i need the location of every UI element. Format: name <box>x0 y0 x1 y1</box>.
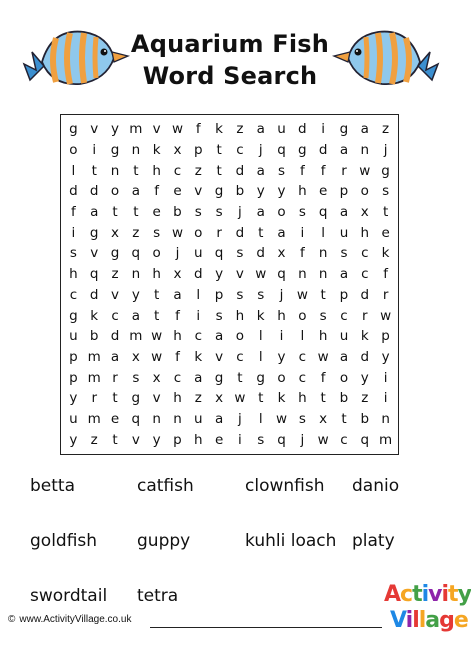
grid-letter: k <box>90 307 99 324</box>
grid-letter: y <box>69 431 78 448</box>
grid-letter: s <box>257 431 265 448</box>
grid-letter: y <box>381 348 390 365</box>
logo-letter: t <box>448 582 458 607</box>
grid-letter: a <box>339 348 349 365</box>
grid-letter: z <box>361 390 369 407</box>
grid-letter: o <box>360 183 369 200</box>
grid-letter: z <box>132 224 140 241</box>
grid-letter: t <box>258 224 264 241</box>
grid-letter: t <box>320 390 326 407</box>
logo-letter: e <box>453 608 468 633</box>
grid-letter: t <box>216 162 222 179</box>
grid-letter: j <box>258 142 263 159</box>
grid-letter: s <box>340 245 348 262</box>
word-item: guppy <box>137 531 191 551</box>
grid-letter: t <box>112 204 118 221</box>
grid-letter: j <box>175 245 180 262</box>
grid-letter: g <box>131 390 141 407</box>
grid-letter: q <box>214 245 224 262</box>
logo-letter: A <box>384 582 401 607</box>
grid-letter: b <box>89 328 99 345</box>
grid-letter: g <box>214 183 224 200</box>
grid-letter: o <box>152 245 161 262</box>
grid-letter: y <box>152 431 161 448</box>
grid-letter: v <box>90 245 99 262</box>
grid-letter: l <box>258 410 263 427</box>
grid-letter: j <box>279 286 284 303</box>
grid-letter: c <box>111 307 119 324</box>
title-line-2: Word Search <box>142 62 318 90</box>
grid-letter: c <box>69 286 78 303</box>
grid-letter: s <box>153 224 161 241</box>
grid-letter: a <box>256 204 265 221</box>
grid-letter: v <box>131 431 140 448</box>
grid-letter: q <box>89 266 99 283</box>
grid-letter: a <box>214 410 224 427</box>
grid-letter: f <box>71 204 76 221</box>
grid-letter: w <box>171 224 183 241</box>
grid-letter: k <box>215 121 223 138</box>
grid-letter: q <box>277 142 286 159</box>
grid-letter: b <box>339 390 349 407</box>
grid-letter: r <box>382 286 389 303</box>
grid-letter: t <box>320 286 326 303</box>
grid-letter: s <box>194 204 202 221</box>
grid-letter: n <box>318 266 328 283</box>
grid-letter: h <box>69 266 78 283</box>
grid-letter: e <box>152 204 161 221</box>
grid-letter: a <box>339 142 349 159</box>
grid-letter: a <box>131 183 140 200</box>
grid-letter: d <box>256 245 265 262</box>
grid-letter: l <box>258 328 263 345</box>
grid-letter: c <box>236 142 244 159</box>
grid-letter: c <box>236 348 244 365</box>
grid-letter: k <box>381 245 390 262</box>
grid-letter: d <box>110 328 120 345</box>
grid-letter: k <box>194 348 203 365</box>
grid-letter: v <box>235 266 244 283</box>
grid-letter: s <box>132 369 140 386</box>
grid-letter: h <box>298 390 307 407</box>
grid-letter: f <box>383 266 388 283</box>
grid-letter: m <box>379 431 393 448</box>
grid-letter: j <box>383 142 388 159</box>
grid-letter: g <box>110 142 120 159</box>
footer-divider <box>150 627 382 628</box>
logo-letter: V <box>390 608 406 633</box>
grid-letter: p <box>173 431 182 448</box>
grid-letter: q <box>277 431 286 448</box>
butterfly-fish-right-icon <box>330 22 440 92</box>
grid-letter: h <box>173 390 182 407</box>
grid-letter: a <box>277 224 286 241</box>
grid-letter: n <box>173 410 182 427</box>
grid-letter: n <box>131 142 141 159</box>
grid-letter: g <box>339 121 349 138</box>
grid-letter: n <box>360 142 370 159</box>
grid-letter: y <box>256 183 265 200</box>
grid-letter: l <box>321 224 326 241</box>
grid-letter: x <box>319 410 328 427</box>
grid-letter: h <box>298 183 307 200</box>
grid-letter: q <box>318 204 328 221</box>
grid-letter: i <box>238 431 242 448</box>
grid-letter: s <box>298 410 306 427</box>
logo-letter: y <box>457 582 471 607</box>
grid-letter: e <box>319 183 328 200</box>
grid-letter: z <box>90 431 98 448</box>
grid-letter: c <box>340 307 348 324</box>
grid-letter: i <box>383 369 388 386</box>
grid-letter: g <box>381 162 390 179</box>
copyright <box>8 614 131 625</box>
word-item: catfish <box>137 476 194 496</box>
grid-letter: e <box>173 183 182 200</box>
word-search-grid <box>60 114 399 455</box>
logo-letter: a <box>425 608 440 633</box>
grid-letter: e <box>381 224 390 241</box>
grid-letter: c <box>298 348 307 365</box>
logo-letter: i <box>405 608 413 633</box>
word-item: goldfish <box>30 531 98 551</box>
grid-letter: w <box>380 307 392 324</box>
grid-letter: g <box>298 142 307 159</box>
grid-letter: t <box>112 390 118 407</box>
grid-letter: j <box>238 410 242 427</box>
grid-letter: d <box>89 286 99 303</box>
grid-letter: m <box>87 410 101 427</box>
grid-letter: d <box>318 142 328 159</box>
grid-letter: z <box>194 162 202 179</box>
grid-letter: t <box>133 204 139 221</box>
logo-letter: t <box>412 582 422 607</box>
grid-letter: n <box>318 245 328 262</box>
grid-letter: f <box>299 245 305 262</box>
grid-letter: u <box>69 410 78 427</box>
grid-letter: t <box>91 162 97 179</box>
grid-letter: t <box>382 204 389 221</box>
logo-letter: c <box>400 582 413 607</box>
grid-letter: w <box>296 286 308 303</box>
grid-letter: d <box>360 348 370 365</box>
grid-letter: q <box>131 410 141 427</box>
grid-letter: h <box>152 266 161 283</box>
grid-letter: r <box>341 162 347 179</box>
grid-letter: s <box>236 245 244 262</box>
grid-letter: w <box>317 431 329 448</box>
logo-line-2 <box>384 608 468 634</box>
grid-letter: f <box>175 348 180 365</box>
grid-letter: z <box>194 390 202 407</box>
grid-letter: c <box>194 328 202 345</box>
grid-letter: e <box>214 431 224 448</box>
grid-letter: i <box>300 224 305 241</box>
grid-letter: z <box>382 121 390 138</box>
grid-letter: p <box>339 286 349 303</box>
grid-letter: x <box>173 142 182 159</box>
grid-letter: i <box>383 390 388 407</box>
logo-letter: l <box>418 608 426 633</box>
grid-letter: s <box>69 245 77 262</box>
grid-letter: c <box>173 369 182 386</box>
grid-letter: c <box>298 369 307 386</box>
grid-letter: w <box>359 162 371 179</box>
grid-letter: k <box>152 142 161 159</box>
title-line-1: Aquarium Fish <box>130 30 330 58</box>
grid-letter: d <box>235 224 245 241</box>
grid-letter: s <box>215 204 223 221</box>
grid-letter: u <box>194 410 203 427</box>
grid-letter: t <box>258 390 264 407</box>
grid-letter: k <box>256 307 265 324</box>
grid-letter: s <box>382 183 390 200</box>
grid-letter: x <box>131 348 140 365</box>
grid-letter: t <box>154 286 160 303</box>
grid-letter: z <box>236 121 244 138</box>
grid-letter: y <box>131 286 140 303</box>
grid-letter: v <box>194 183 203 200</box>
grid-letter: a <box>110 348 120 365</box>
logo-letter: i <box>421 582 429 607</box>
grid-letter: x <box>152 369 161 386</box>
grid-letter: v <box>215 348 224 365</box>
grid-letter: a <box>339 204 349 221</box>
grid-letter: p <box>339 183 349 200</box>
grid-letter: w <box>276 410 288 427</box>
grid-letter: n <box>152 410 161 427</box>
grid-letter: h <box>235 307 245 324</box>
logo-letter: l <box>412 608 419 633</box>
grid-letter: q <box>360 431 370 448</box>
grid-letter: x <box>173 266 182 283</box>
grid-letter: o <box>235 328 245 345</box>
grid-letter: t <box>216 142 222 159</box>
grid-letter: y <box>360 369 369 386</box>
grid-letter: n <box>110 162 120 179</box>
grid-letter: d <box>193 266 203 283</box>
grid-letter: t <box>154 307 160 324</box>
grid-letter: x <box>277 245 286 262</box>
logo-line-1 <box>384 582 471 608</box>
grid-letter: g <box>110 245 120 262</box>
grid-letter: h <box>173 328 182 345</box>
grid-letter: j <box>238 204 242 221</box>
grid-letter: f <box>299 162 305 179</box>
grid-letter: v <box>152 390 161 407</box>
grid-letter: h <box>318 328 328 345</box>
grid-letter: w <box>151 328 163 345</box>
grid-letter: a <box>339 266 349 283</box>
grid-letter: i <box>321 121 326 138</box>
grid-letter: x <box>215 390 224 407</box>
grid-letter: n <box>298 266 307 283</box>
grid-letter: t <box>341 410 347 427</box>
grid-letter: x <box>111 224 120 241</box>
grid-letter: u <box>339 224 349 241</box>
grid-letter: m <box>87 369 101 386</box>
grid-letter: w <box>234 390 246 407</box>
copyright-symbol: © <box>8 614 16 625</box>
grid-letter: a <box>90 204 99 221</box>
grid-letter: a <box>131 307 140 324</box>
grid-letter: c <box>361 245 369 262</box>
grid-letter: p <box>214 286 224 303</box>
logo-letter: v <box>428 582 442 607</box>
grid-letter: a <box>173 286 182 303</box>
grid-letter: d <box>235 162 245 179</box>
grid-letter: j <box>300 431 305 448</box>
grid-letter: h <box>152 162 161 179</box>
grid-letter: l <box>300 328 305 345</box>
grid-letter: u <box>69 328 78 345</box>
grid-letter: f <box>154 183 160 200</box>
grid-letter: f <box>195 121 201 138</box>
grid-letter: k <box>360 328 369 345</box>
grid-letter: v <box>111 286 120 303</box>
grid-letter: b <box>173 204 182 221</box>
grid-letter: l <box>196 286 201 303</box>
grid-letter: g <box>89 224 99 241</box>
grid-letter: b <box>235 183 245 200</box>
grid-letter: w <box>151 348 163 365</box>
grid-letter: p <box>381 328 390 345</box>
grid-letter: d <box>69 183 78 200</box>
grid-letter: u <box>277 121 286 138</box>
word-item: danio <box>352 476 400 496</box>
grid-letter: r <box>216 224 222 241</box>
grid-letter: s <box>278 162 286 179</box>
grid-letter: s <box>236 286 244 303</box>
grid-letter: w <box>317 348 329 365</box>
grid-letter: c <box>173 162 182 179</box>
grid-letter: c <box>361 266 369 283</box>
grid-letter: u <box>194 245 203 262</box>
activity-village-logo <box>384 582 471 642</box>
grid-letter: y <box>111 121 120 138</box>
grid-letter: o <box>277 369 286 386</box>
grid-letter: a <box>194 369 203 386</box>
grid-letter: l <box>71 162 76 179</box>
grid-letter: v <box>90 121 99 138</box>
grid-letter: n <box>381 410 390 427</box>
grid-letter: a <box>256 121 265 138</box>
grid-letter: i <box>279 328 284 345</box>
logo-letter: g <box>439 608 454 633</box>
grid-letter: g <box>256 369 265 386</box>
grid-letter: z <box>111 266 119 283</box>
grid-letter: q <box>131 245 141 262</box>
word-item: platy <box>352 531 395 551</box>
butterfly-fish-left-icon <box>22 22 132 92</box>
word-item: swordtail <box>30 586 108 606</box>
grid-letter: t <box>237 369 243 386</box>
grid-letter: p <box>69 348 78 365</box>
grid-letter: h <box>277 307 286 324</box>
grid-letter: e <box>110 410 120 427</box>
grid-letter: h <box>194 431 203 448</box>
word-item: kuhli loach <box>245 531 337 551</box>
grid-letter: p <box>193 142 203 159</box>
grid-letter: a <box>214 328 224 345</box>
grid-letter: r <box>362 307 368 324</box>
word-item: betta <box>30 476 75 496</box>
grid-letter: q <box>277 266 286 283</box>
grid-letter: f <box>175 307 180 324</box>
grid-letter: n <box>131 266 141 283</box>
page-title <box>120 28 340 92</box>
grid-letter: y <box>277 183 286 200</box>
grid-letter: s <box>298 204 306 221</box>
grid-letter: m <box>87 348 101 365</box>
grid-letter: m <box>129 121 143 138</box>
grid-letter: m <box>129 328 143 345</box>
grid-letter: k <box>277 390 286 407</box>
grid-letter: c <box>340 431 348 448</box>
copyright-url: www.ActivityVillage.co.uk <box>19 614 132 625</box>
grid-letter: w <box>255 266 267 283</box>
grid-letter: y <box>215 266 224 283</box>
grid-letter: w <box>171 121 183 138</box>
grid-letter: g <box>69 121 78 138</box>
grid-letter: s <box>319 307 327 324</box>
grid-letter: a <box>256 162 265 179</box>
grid-letter: l <box>258 348 263 365</box>
grid-letter: t <box>133 162 139 179</box>
grid-letter: b <box>360 410 370 427</box>
grid-letter: x <box>360 204 369 221</box>
grid-letter: o <box>339 369 349 386</box>
word-item: clownfish <box>245 476 325 496</box>
grid-letter: v <box>152 121 161 138</box>
grid-letter: f <box>320 162 326 179</box>
grid-letter: f <box>320 369 326 386</box>
grid-letter: s <box>257 286 265 303</box>
grid-letter: i <box>71 224 76 241</box>
grid-letter: d <box>89 183 99 200</box>
grid-letter: g <box>69 307 78 324</box>
logo-letter: i <box>441 582 449 607</box>
grid-letter: g <box>214 369 224 386</box>
grid-letter: o <box>298 307 307 324</box>
grid-letter: o <box>277 204 286 221</box>
grid-letter: s <box>215 307 223 324</box>
grid-letter: o <box>69 142 78 159</box>
grid-letter: h <box>360 224 370 241</box>
grid-letter: d <box>298 121 307 138</box>
grid-letter: o <box>110 183 120 200</box>
grid-letter: d <box>360 286 370 303</box>
grid-letter: i <box>92 142 97 159</box>
grid-letter: i <box>196 307 201 324</box>
grid-letter: u <box>339 328 349 345</box>
grid-letter: p <box>69 369 78 386</box>
grid-letter: r <box>112 369 118 386</box>
word-item: tetra <box>137 586 179 606</box>
grid-letter: y <box>69 390 78 407</box>
grid-letter: r <box>91 390 97 407</box>
grid-letter: y <box>277 348 286 365</box>
grid-letter: t <box>112 431 118 448</box>
grid-letter: a <box>360 121 369 138</box>
grid-letter: o <box>194 224 203 241</box>
